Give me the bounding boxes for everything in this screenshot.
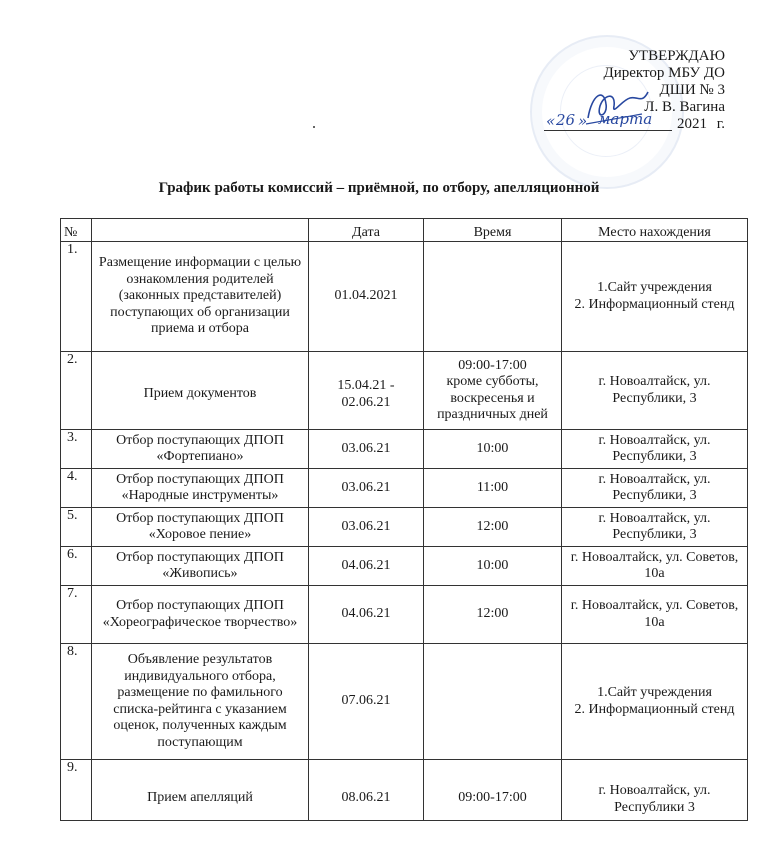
row-place: г. Новоалтайск, ул. Республики, 3	[562, 508, 748, 547]
approval-organization: ДШИ № 3	[659, 82, 725, 98]
scan-speck	[313, 126, 315, 128]
table-row	[61, 469, 748, 508]
row-number: 9.	[61, 760, 92, 821]
row-event: Прием апелляций	[92, 760, 309, 821]
row-number: 1.	[61, 242, 92, 352]
row-place: г. Новоалтайск, ул. Республики, 3	[562, 352, 748, 430]
row-date: 04.06.21	[309, 547, 424, 586]
table-row	[61, 547, 748, 586]
row-date: 03.06.21	[309, 430, 424, 469]
approval-block	[520, 48, 725, 133]
row-number: 2.	[61, 352, 92, 430]
row-time: 11:00	[424, 469, 562, 508]
row-time: 09:00-17:00 кроме субботы, воскресенья и праздничных дней	[424, 352, 562, 430]
document-title: График работы комиссий – приёмной, по отбору, апелляционной	[158, 180, 600, 196]
approval-heading: УТВЕРЖДАЮ	[628, 48, 725, 64]
row-number: 7.	[61, 586, 92, 644]
header-event	[92, 219, 309, 242]
header-number: №	[61, 219, 92, 242]
row-event: Отбор поступающих ДПОП «Хоровое пение»	[92, 508, 309, 547]
row-time: 12:00	[424, 586, 562, 644]
row-event: Размещение информации с целью ознакомления родителей (законных представителей) поступающих об организации приема и отбора	[92, 242, 309, 352]
row-time	[424, 644, 562, 760]
date-quote-close: »	[578, 112, 588, 130]
row-time: 09:00-17:00	[424, 760, 562, 821]
row-time: 10:00	[424, 547, 562, 586]
row-place: г. Новоалтайск, ул. Республики, 3	[562, 469, 748, 508]
row-number: 3.	[61, 430, 92, 469]
row-place: 1.Сайт учреждения 2. Информационный стенд	[562, 242, 748, 352]
row-date: 07.06.21	[309, 644, 424, 760]
approval-position: Директор МБУ ДО	[603, 65, 725, 81]
row-place: г. Новоалтайск, ул. Республики, 3	[562, 430, 748, 469]
row-date: 08.06.21	[309, 760, 424, 821]
table-header-row	[61, 219, 748, 242]
row-place: г. Новоалтайск, ул. Республики 3	[562, 760, 748, 821]
date-underline	[544, 130, 672, 131]
row-time	[424, 242, 562, 352]
header-place: Место нахождения	[562, 219, 748, 242]
table-row	[61, 586, 748, 644]
row-date: 01.04.2021	[309, 242, 424, 352]
date-month: марта	[598, 110, 653, 128]
header-date: Дата	[309, 219, 424, 242]
row-event: Отбор поступающих ДПОП «Хореографическое творчество»	[92, 586, 309, 644]
table-row	[61, 644, 748, 760]
row-event: Прием документов	[92, 352, 309, 430]
row-number: 4.	[61, 469, 92, 508]
row-date: 03.06.21	[309, 469, 424, 508]
table-row	[61, 430, 748, 469]
header-time: Время	[424, 219, 562, 242]
table-row	[61, 242, 748, 352]
row-event: Отбор поступающих ДПОП «Народные инструменты»	[92, 469, 309, 508]
row-date: 04.06.21	[309, 586, 424, 644]
row-event: Отбор поступающих ДПОП «Фортепиано»	[92, 430, 309, 469]
table-row	[61, 760, 748, 821]
date-day: 26	[556, 111, 576, 129]
row-number: 8.	[61, 644, 92, 760]
date-year: 2021	[677, 116, 707, 132]
table-row	[61, 352, 748, 430]
table-row	[61, 508, 748, 547]
row-time: 10:00	[424, 430, 562, 469]
row-number: 5.	[61, 508, 92, 547]
row-place: г. Новоалтайск, ул. Советов, 10а	[562, 586, 748, 644]
row-event: Объявление результатов индивидуального отбора, размещение по фамильного списка-рейтинга с указанием оценок, полученных каждым поступающим	[92, 644, 309, 760]
date-suffix: г.	[716, 116, 725, 132]
row-place: г. Новоалтайск, ул. Советов, 10а	[562, 547, 748, 586]
date-quote-open: «	[546, 112, 556, 130]
row-date: 03.06.21	[309, 508, 424, 547]
row-event: Отбор поступающих ДПОП «Живопись»	[92, 547, 309, 586]
row-date: 15.04.21 - 02.06.21	[309, 352, 424, 430]
approval-director-name: Л. В. Вагина	[644, 99, 725, 115]
schedule-table	[60, 218, 748, 821]
row-time: 12:00	[424, 508, 562, 547]
approval-date	[520, 110, 725, 133]
row-number: 6.	[61, 547, 92, 586]
row-place: 1.Сайт учреждения 2. Информационный стенд	[562, 644, 748, 760]
